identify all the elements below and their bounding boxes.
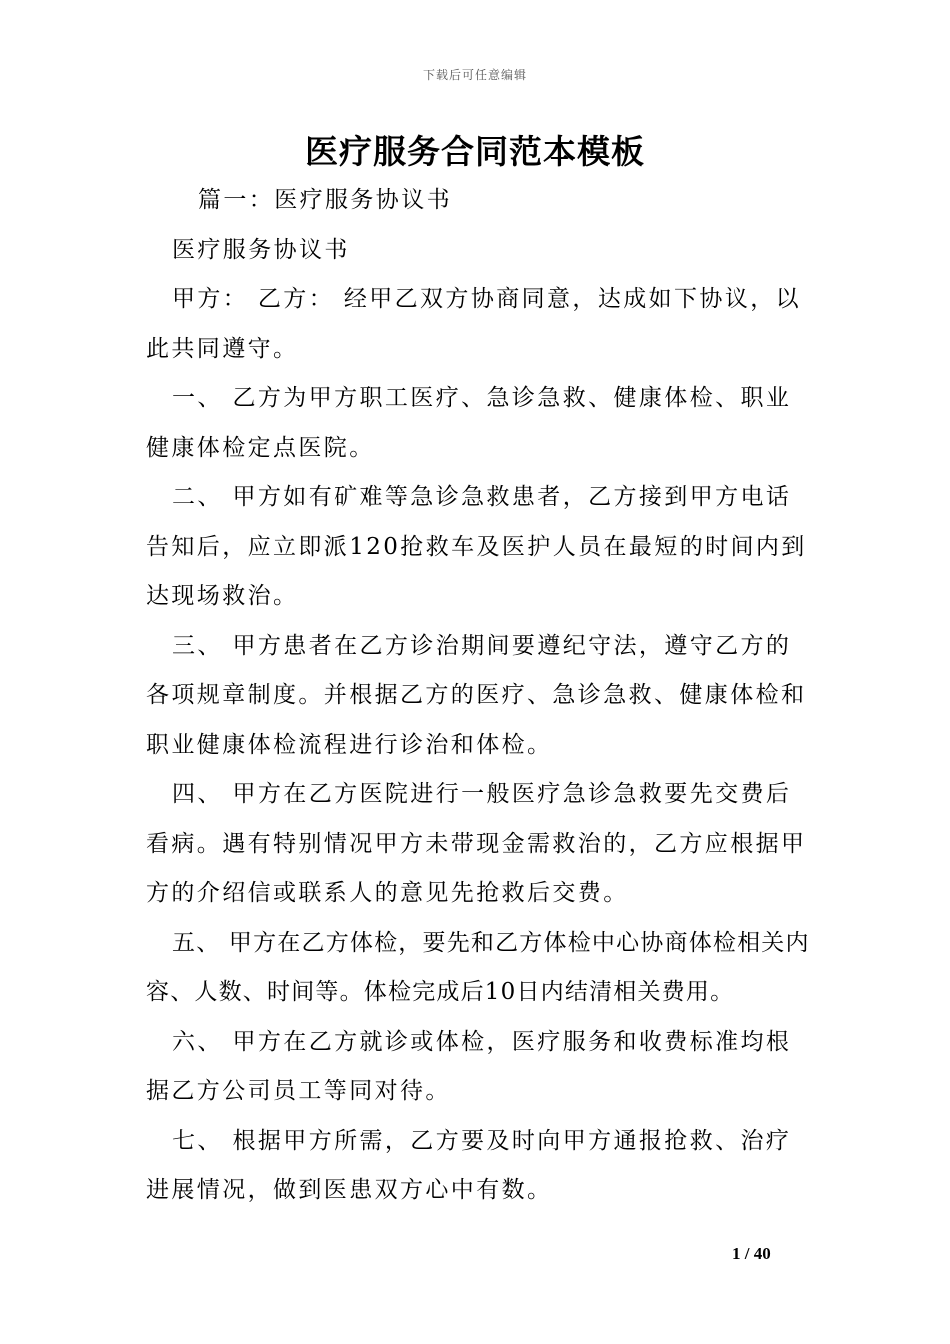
paragraph-parties: 甲方： 乙方： 经甲乙双方协商同意，达成如下协议，以此共同遵守。 bbox=[146, 286, 802, 362]
page-number: 1 / 40 bbox=[732, 1244, 771, 1263]
paragraph-clause-1: 一、 乙方为甲方职工医疗、急诊急救、健康体检、职业健康体检定点医院。 bbox=[146, 385, 792, 461]
paragraph-clause-7: 七、 根据甲方所需，乙方要及时向甲方通报抢救、治疗进展情况，做到医患双方心中有数。 bbox=[146, 1127, 792, 1203]
paragraph-clause-4: 四、 甲方在乙方医院进行一般医疗急诊急救要先交费后看病。遇有特别情况甲方未带现金需救治的，乙方应根据甲方的介绍信或联系人的意见先抢救后交费。 bbox=[146, 781, 807, 906]
paragraph-clause-5: 五、 甲方在乙方体检，要先和乙方体检中心协商体检相关内容、人数、时间等。体检完成后10日内结清相关费用。 bbox=[146, 929, 810, 1005]
paragraph-clause-6: 六、 甲方在乙方就诊或体检，医疗服务和收费标准均根据乙方公司员工等同对待。 bbox=[146, 1028, 792, 1104]
paragraph-clause-2: 二、 甲方如有矿难等急诊急救患者，乙方接到甲方电话告知后，应立即派120抢救车及医护人员在最短的时间内到达现场救治。 bbox=[146, 484, 807, 609]
header-note: 下载后可任意编辑 bbox=[422, 68, 527, 82]
document-body bbox=[146, 176, 810, 1216]
chapter-heading: 篇一：医疗服务协议书 bbox=[198, 187, 452, 213]
agreement-subtitle: 医疗服务协议书 bbox=[172, 236, 350, 263]
document-title: 医疗服务合同范本模板 bbox=[305, 132, 645, 171]
paragraph-clause-3: 三、 甲方患者在乙方诊治期间要遵纪守法，遵守乙方的各项规章制度。并根据乙方的医疗、急诊急救、健康体检和职业健康体检流程进行诊治和体检。 bbox=[146, 632, 807, 758]
